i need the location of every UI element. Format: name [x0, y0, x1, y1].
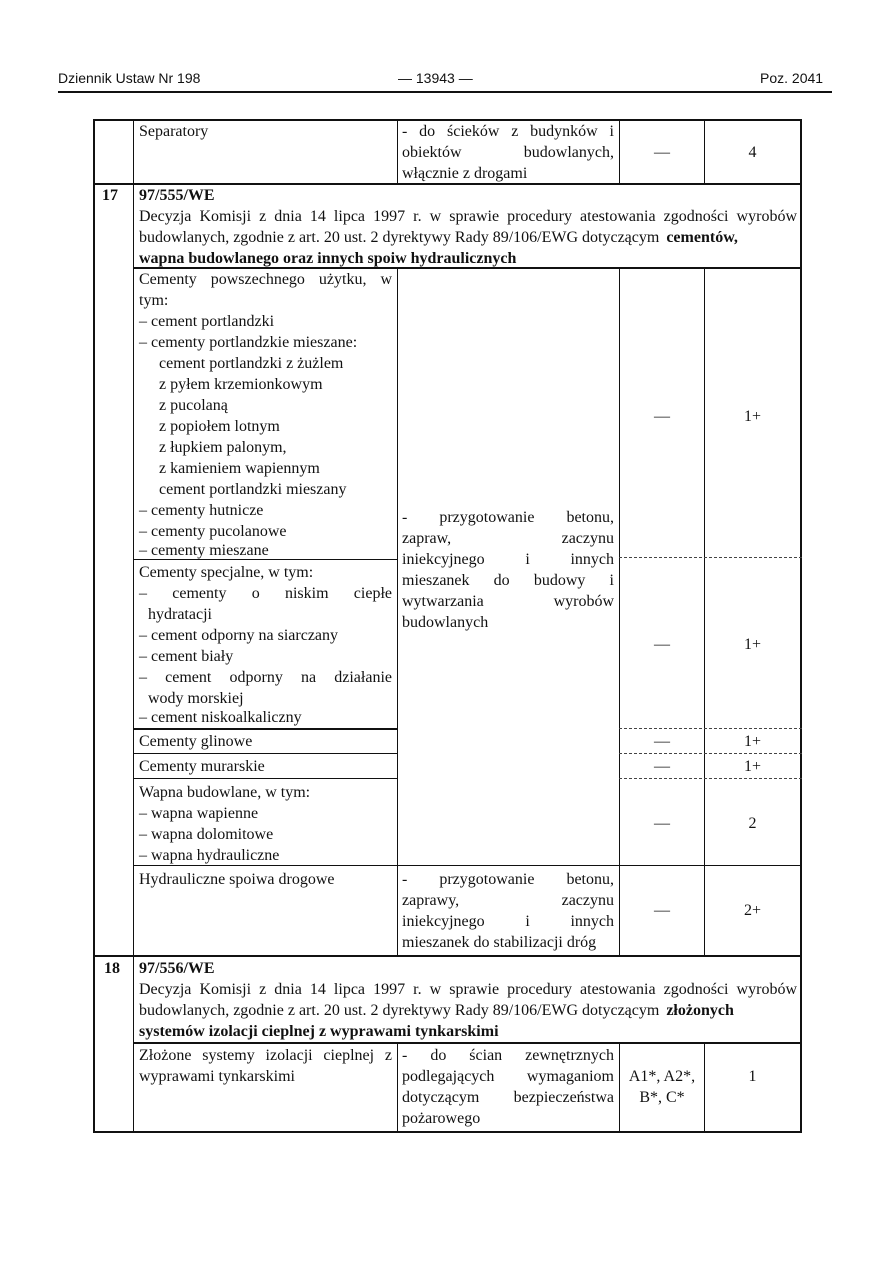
product-item: Cementy specjalne, w tym: [139, 564, 314, 581]
header-rule [58, 91, 832, 93]
product-item: Cementy powszechnego użytku, w [139, 271, 392, 288]
product-name: Cementy glinowe [139, 733, 253, 750]
product-item: z pucolaną [159, 397, 228, 414]
position-number: Poz. 2041 [760, 70, 824, 86]
product-item: Wapna budowlane, w tym: [139, 784, 311, 801]
product-item: – wapna wapienne [139, 805, 259, 822]
product-item: z łupkiem palonym, [159, 439, 287, 456]
product-item: – cement odporny na działanie [139, 669, 392, 686]
use-line: mieszanek do stabilizacji dróg [402, 934, 597, 951]
decision-text: Decyzja Komisji z dnia 14 lipca 1997 r. w sprawie procedury atestowania zgodności wyrobów [139, 208, 797, 225]
use-line: iniekcyjnego i innych [402, 551, 614, 568]
system-value: 1+ [743, 758, 762, 775]
section-number: 18 [104, 960, 120, 977]
page-number: — 13943 — [398, 70, 473, 86]
product-item: wody morskiej [148, 690, 244, 707]
decision-text [139, 1000, 734, 1021]
level-value: A1*, A2*, [628, 1068, 696, 1085]
use-line: iniekcyjnego i innych [402, 913, 614, 930]
use-line: - do ścian zewnętrznych [402, 1047, 614, 1064]
level-value: — [654, 902, 670, 919]
decision-text: Decyzja Komisji z dnia 14 lipca 1997 r. w sprawie procedury atestowania zgodności wyrobów [139, 981, 797, 998]
use-line: zaprawy, zaczynu [402, 892, 614, 909]
section-number: 17 [102, 187, 118, 204]
product-item: – cementy portlandzkie mieszane: [139, 334, 358, 351]
use-line: obiektów budowlanych, [402, 144, 614, 161]
product-item: cement portlandzki mieszany [159, 481, 347, 498]
decision-subject: cementów, [666, 229, 738, 246]
product-name: wyprawami tynkarskimi [139, 1068, 295, 1085]
level-value: — [654, 733, 670, 750]
product-name: Złożone systemy izolacji cieplnej z [139, 1047, 392, 1064]
decision-subject: systemów izolacji cieplnej z wyprawami tynkarskimi [139, 1023, 499, 1040]
product-item: – cement odporny na siarczany [139, 627, 339, 644]
decision-code: 97/556/WE [139, 960, 215, 977]
product-item: – wapna hydrauliczne [139, 847, 280, 864]
product-item: – cementy o niskim ciepłe [139, 585, 392, 602]
product-item: – cement niskoalkaliczny [139, 709, 302, 726]
product-item: – cementy pucolanowe [139, 523, 287, 540]
product-item: – cementy mieszane [139, 542, 269, 559]
product-item: hydratacji [148, 606, 212, 623]
use-line: włącznie z drogami [402, 165, 528, 182]
product-item: – cement biały [139, 648, 234, 665]
product-item: – cementy hutnicze [139, 502, 264, 519]
system-value: 1+ [743, 636, 762, 653]
product-item: z kamieniem wapiennym [159, 460, 320, 477]
system-value: 1+ [743, 733, 762, 750]
system-value: 2 [748, 815, 757, 832]
use-line: budowlanych [402, 614, 489, 631]
journal-title: Dziennik Ustaw Nr 198 [58, 70, 201, 86]
use-line: zapraw, zaczynu [402, 530, 614, 547]
level-value: — [654, 408, 670, 425]
system-value: 4 [748, 144, 757, 161]
product-item: cement portlandzki z żużlem [159, 355, 344, 372]
use-line: dotyczącym bezpieczeństwa [402, 1089, 614, 1106]
use-line: pożarowego [402, 1110, 481, 1127]
level-value: B*, C* [639, 1089, 685, 1106]
product-item: z popiołem lotnym [159, 418, 280, 435]
system-value: 2+ [743, 902, 762, 919]
use-line: - przygotowanie betonu, [402, 871, 614, 888]
product-name: Cementy murarskie [139, 758, 265, 775]
product-item: tym: [139, 292, 169, 309]
product-name: Hydrauliczne spoiwa drogowe [139, 871, 335, 888]
decision-text-plain: budowlanych, zgodnie z art. 20 ust. 2 dyrektywy Rady 89/106/EWG dotyczącym [139, 229, 660, 246]
level-value: — [654, 815, 670, 832]
system-value: 1 [748, 1068, 757, 1085]
decision-code: 97/555/WE [139, 187, 215, 204]
decision-subject: wapna budowlanego oraz innych spoiw hydraulicznych [139, 250, 517, 267]
product-name: Separatory [139, 123, 209, 140]
level-value: — [654, 636, 670, 653]
product-item: – wapna dolomitowe [139, 826, 274, 843]
system-value: 1+ [743, 408, 762, 425]
decision-text-plain: budowlanych, zgodnie z art. 20 ust. 2 dyrektywy Rady 89/106/EWG dotyczącym [139, 1002, 660, 1019]
use-line: podlegających wymaganiom [402, 1068, 614, 1085]
product-item: z pyłem krzemionkowym [159, 376, 323, 393]
use-line: - do ścieków z budynków i [402, 123, 614, 140]
use-line: wytwarzania wyrobów [402, 593, 614, 610]
level-value: — [654, 758, 670, 775]
decision-subject: złożonych [666, 1002, 734, 1019]
use-line: mieszanek do budowy i [402, 572, 614, 589]
level-value: — [654, 144, 670, 161]
product-item: – cement portlandzki [139, 313, 275, 330]
use-line: - przygotowanie betonu, [402, 509, 614, 526]
decision-text [139, 227, 738, 248]
